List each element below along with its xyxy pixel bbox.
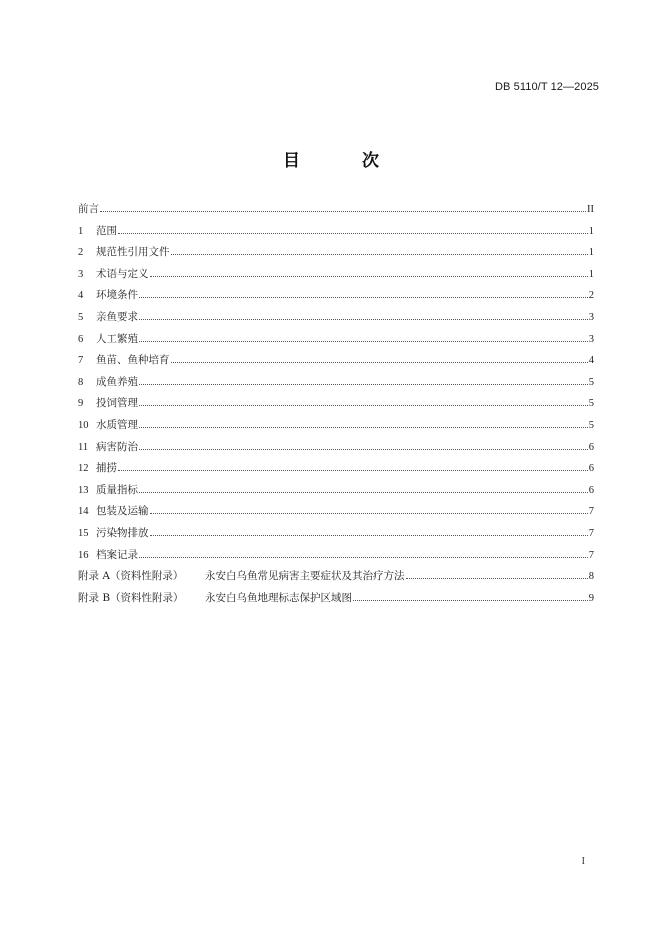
toc-entry-title: 范围	[96, 224, 117, 237]
toc-leader-dots	[139, 491, 588, 493]
toc-entry-title: 人工繁殖	[96, 332, 138, 345]
toc-entry-1[interactable]	[78, 221, 594, 243]
toc-entry-16[interactable]	[78, 545, 594, 567]
toc-entry-number: 9	[78, 398, 84, 410]
toc-leader-dots	[150, 275, 588, 277]
toc-appendix-label: 附录 A（资料性附录）	[78, 570, 184, 583]
toc-leader-dots	[139, 556, 588, 558]
toc-heading: 目 次	[283, 151, 407, 171]
toc-entry-12[interactable]	[78, 458, 594, 480]
toc-leader-dots	[171, 361, 588, 363]
toc-entry-number: 5	[78, 311, 84, 323]
toc-entry-2[interactable]	[78, 242, 594, 264]
toc-entry-title: 鱼苗、鱼种培育	[96, 354, 170, 367]
toc-leader-dots	[139, 448, 588, 450]
toc-entry-title: 污染物排放	[96, 526, 149, 539]
toc-entry-title: 质量指标	[96, 483, 138, 496]
toc-entry-number: 3	[78, 268, 84, 280]
toc-entry-15[interactable]	[78, 523, 594, 545]
toc-entry-page: 3	[588, 311, 594, 323]
toc-entry-9[interactable]	[78, 393, 594, 415]
toc-entry-title: 永安白乌鱼常见病害主要症状及其治疗方法	[205, 570, 405, 583]
toc-entry-page: 3	[588, 333, 594, 345]
toc-entry-number: 12	[78, 463, 89, 475]
toc-entry-page: 6	[588, 463, 594, 475]
toc-entry-title: 成鱼养殖	[96, 375, 138, 388]
toc-entry-title: 水质管理	[96, 418, 138, 431]
toc-entry-number: 7	[78, 355, 84, 367]
toc-entry-page: 6	[588, 441, 594, 453]
toc-entry-13[interactable]	[78, 480, 594, 502]
toc-entry-preface[interactable]	[78, 199, 594, 221]
toc-leader-dots	[139, 296, 588, 298]
toc-entry-title: 亲鱼要求	[96, 310, 138, 323]
toc-entry-number: 11	[78, 441, 89, 453]
toc-leader-dots	[150, 534, 588, 536]
toc-entry-page: 9	[588, 592, 594, 604]
toc-entry-title: 捕捞	[96, 462, 117, 475]
toc-entry-title: 病害防治	[96, 440, 138, 453]
toc-entry-number: 10	[78, 419, 89, 431]
toc-entry-page: 5	[588, 419, 594, 431]
toc-entry-appendix-a[interactable]	[78, 566, 594, 588]
toc-entry-8[interactable]	[78, 372, 594, 394]
toc-entry-title: 术语与定义	[96, 267, 149, 280]
toc-entry-page: 1	[588, 247, 594, 259]
toc-entry-page: 7	[588, 549, 594, 561]
table-of-contents	[78, 199, 594, 609]
toc-leader-dots	[118, 232, 588, 234]
toc-entry-11[interactable]	[78, 437, 594, 459]
toc-leader-dots	[139, 404, 588, 406]
toc-leader-dots	[139, 426, 588, 428]
toc-entry-page: II	[587, 204, 594, 215]
toc-entry-title: 环境条件	[96, 289, 138, 302]
toc-leader-dots	[406, 577, 588, 579]
toc-entry-appendix-b[interactable]	[78, 588, 594, 610]
toc-entry-title: 前言	[78, 203, 99, 215]
toc-leader-dots	[150, 512, 588, 514]
toc-leader-dots	[100, 210, 586, 212]
toc-entry-14[interactable]	[78, 501, 594, 523]
toc-entry-title: 规范性引用文件	[96, 246, 170, 259]
toc-entry-page: 4	[588, 355, 594, 367]
toc-entry-title: 包装及运输	[96, 505, 149, 518]
toc-leader-dots	[139, 340, 588, 342]
page-number: I	[581, 856, 585, 867]
toc-entry-page: 7	[588, 527, 594, 539]
toc-entry-page: 8	[588, 571, 594, 583]
toc-entry-page: 5	[588, 376, 594, 388]
toc-entry-number: 15	[78, 527, 89, 539]
toc-entry-number: 14	[78, 506, 89, 518]
toc-entry-page: 7	[588, 506, 594, 518]
toc-entry-page: 2	[588, 290, 594, 302]
toc-entry-title: 档案记录	[96, 548, 138, 561]
toc-entry-number: 1	[78, 225, 84, 237]
toc-entry-title: 永安白乌鱼地理标志保护区域图	[205, 591, 352, 604]
toc-entry-number: 6	[78, 333, 84, 345]
toc-entry-5[interactable]	[78, 307, 594, 329]
toc-entry-6[interactable]	[78, 329, 594, 351]
toc-entry-3[interactable]	[78, 264, 594, 286]
toc-entry-number: 13	[78, 484, 89, 496]
toc-entry-page: 6	[588, 484, 594, 496]
toc-entry-page: 1	[588, 268, 594, 280]
document-code: DB 5110/T 12—2025	[494, 81, 599, 93]
toc-entry-page: 5	[588, 398, 594, 410]
toc-entry-10[interactable]	[78, 415, 594, 437]
toc-leader-dots	[171, 253, 588, 255]
toc-leader-dots	[353, 599, 588, 601]
toc-appendix-label: 附录 B（资料性附录）	[78, 591, 184, 604]
toc-entry-title: 投饲管理	[96, 397, 138, 410]
toc-entry-page: 1	[588, 225, 594, 237]
toc-leader-dots	[118, 469, 588, 471]
toc-leader-dots	[139, 318, 588, 320]
toc-entry-number: 4	[78, 290, 84, 302]
toc-entry-4[interactable]	[78, 285, 594, 307]
toc-entry-number: 2	[78, 247, 84, 259]
toc-entry-number: 8	[78, 376, 84, 388]
toc-entry-number: 16	[78, 549, 89, 561]
toc-leader-dots	[139, 383, 588, 385]
toc-entry-7[interactable]	[78, 350, 594, 372]
